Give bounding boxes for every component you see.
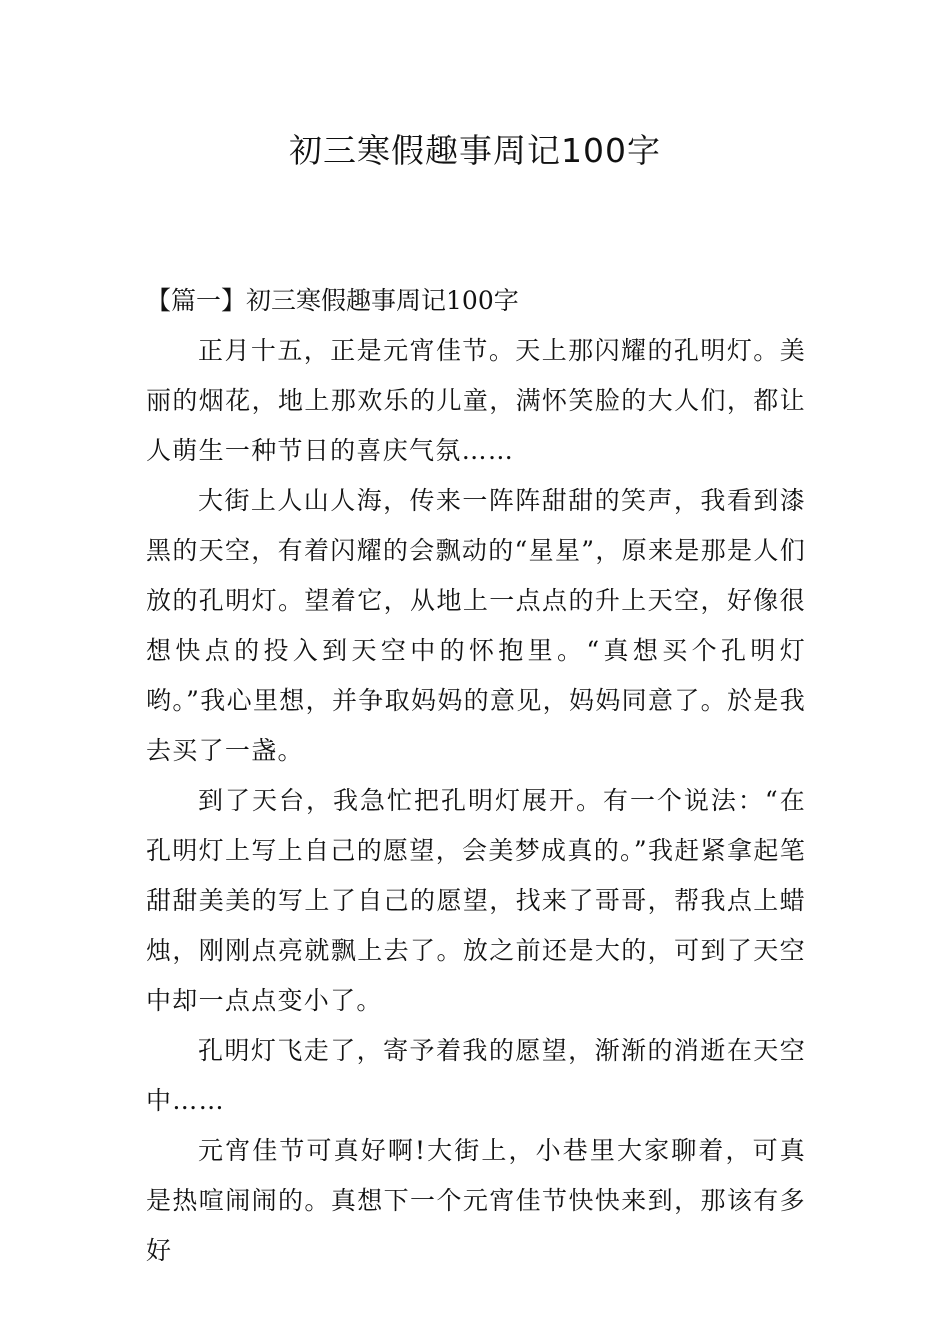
document-title: 初三寒假趣事周记100字 bbox=[289, 131, 661, 170]
paragraph-2: 大街上人山人海，传来一阵阵甜甜的笑声，我看到漆黑的天空，有着闪耀的会飘动的“星星”，原来是那是人们放的孔明灯。望着它，从地上一点点的升上天空，好像很想快点的投入到天空中的怀抱里。“真想买个孔明灯哟。”我心里想，并争取妈妈的意见，妈妈同意了。於是我去买了一盏。 bbox=[146, 486, 806, 765]
paragraph-4: 孔明灯飞走了，寄予着我的愿望，渐渐的消逝在天空中…… bbox=[146, 1036, 806, 1115]
paragraph-5: 元宵佳节可真好啊!大街上，小巷里大家聊着，可真是热喧闹闹的。真想下一个元宵佳节快快来到，那该有多好 bbox=[146, 1136, 806, 1265]
paragraph-3: 到了天台，我急忙把孔明灯展开。有一个说法：“在孔明灯上写上自己的愿望，会美梦成真的。”我赶紧拿起笔甜甜美美的写上了自己的愿望，找来了哥哥，帮我点上蜡烛，刚刚点亮就飘上去了。放之前还是大的，可到了天空中却一点点变小了。 bbox=[146, 786, 806, 1015]
document-body bbox=[146, 276, 806, 1276]
paragraph-1: 正月十五，正是元宵佳节。天上那闪耀的孔明灯。美丽的烟花，地上那欢乐的儿童，满怀笑脸的大人们，都让人萌生一种节日的喜庆气氛…… bbox=[146, 336, 806, 465]
section-heading: 【篇一】初三寒假趣事周记100字 bbox=[146, 286, 519, 315]
